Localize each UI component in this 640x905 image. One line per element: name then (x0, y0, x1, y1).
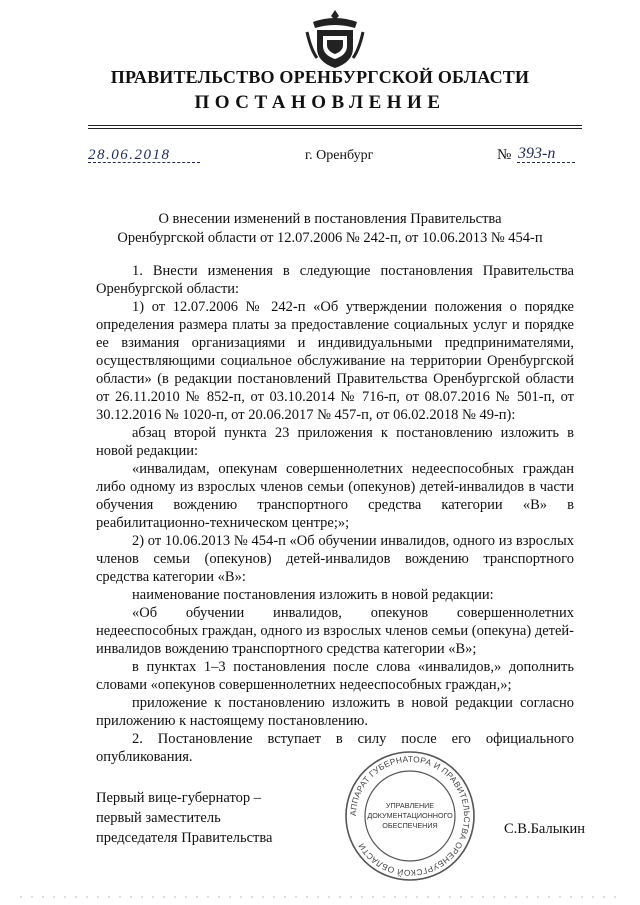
number-underline (517, 162, 575, 163)
signatory-position (96, 788, 272, 848)
subject-line: О внесении изменений в постановления Правительства (158, 211, 502, 227)
header-rule (88, 125, 582, 126)
position-line: Первый вице-губернатор – (96, 790, 261, 806)
stamp-center-line: УПРАВЛЕНИЕ (385, 801, 435, 810)
document-body (96, 262, 574, 766)
document-type-title: ПОСТАНОВЛЕНИЕ (194, 92, 446, 113)
position-line: первый заместитель (96, 810, 221, 826)
subject-line: Оренбургской области от 12.07.2006 № 242-п, от 10.06.2013 № 454-п (117, 230, 543, 246)
body-paragraph: 2) от 10.06.2013 № 454-п «Об обучении инвалидов, одного из взрослых членов семьи (опекунов) детей-инвалидов вождению транспортного средства категории «В»: (96, 533, 574, 585)
body-paragraph: «инвалидам, опекунам совершеннолетних недееспособных граждан либо одному из взрослых членов семьи (опекунов) детей-инвалидов в части обучения вождению транспортного средства категории «В» в реабилитационно-техническом центре;»; (96, 461, 574, 531)
government-title: ПРАВИТЕЛЬСТВО ОРЕНБУРГСКОЙ ОБЛАСТИ (110, 67, 530, 87)
document-date: 28.06.2018 (88, 147, 171, 163)
scan-edge-artifact (20, 895, 620, 899)
document-subject (90, 210, 570, 248)
body-paragraph: 2. Постановление вступает в силу после его официального опубликования. (96, 731, 574, 765)
body-paragraph: абзац второй пункта 23 приложения к постановлению изложить в новой редакции: (96, 425, 574, 459)
document-number-label: № (497, 147, 512, 163)
stamp-center-line: ОБЕСПЕЧЕНИЯ (382, 821, 438, 830)
header-rule (88, 128, 582, 129)
body-paragraph: в пунктах 1–3 постановления после слова «инвалидов,» дополнить словами «опекунов совершеннолетних недееспособных граждан,»; (96, 659, 574, 693)
body-paragraph: наименование постановления изложить в новой редакции: (132, 587, 494, 603)
document-number: 393-п (518, 145, 556, 162)
position-line: председателя Правительства (96, 830, 273, 846)
body-paragraph: 1. Внести изменения в следующие постановления Правительства Оренбургской области: (96, 263, 574, 297)
date-underline (88, 162, 200, 163)
document-city: г. Оренбург (305, 148, 374, 163)
stamp-ring-text: АППАРАТ ГУБЕРНАТОРА И ПРАВИТЕЛЬСТВА ОРЕНБУРГСКОЙ ОБЛАСТИ (347, 753, 473, 879)
official-stamp (342, 748, 478, 884)
body-paragraph: «Об обучении инвалидов, опекунов совершеннолетних недееспособных граждан, одного из взрослых членов семьи (опекуна) детей-инвалидов вождению транспортного средства категории «В»; (96, 605, 574, 657)
stamp-center-line: ДОКУМЕНТАЦИОННОГО (367, 811, 453, 820)
coat-of-arms-emblem (305, 8, 365, 70)
body-paragraph: приложение к постановлению изложить в новой редакции согласно приложению к настоящему постановлению. (96, 695, 574, 729)
signatory-name: С.В.Балыкин (504, 821, 586, 837)
body-paragraph: 1) от 12.07.2006 № 242-п «Об утверждении положения о порядке определения размера платы за предоставление социальных услуг и порядке ее взимания организациями и индивидуальными предпринимателями, осуществляющими социальное обслуживание на территории Оренбургской области» (в редакции постановлений Правительства Оренбургской области от 26.11.2010 № 852-п, от 03.10.2014 № 716-п, от 08.07.2016 № 501-п, от 30.12.2016 № 1020-п, от 20.06.2017 № 457-п, от 06.02.2018 № 49-п): (96, 299, 574, 423)
